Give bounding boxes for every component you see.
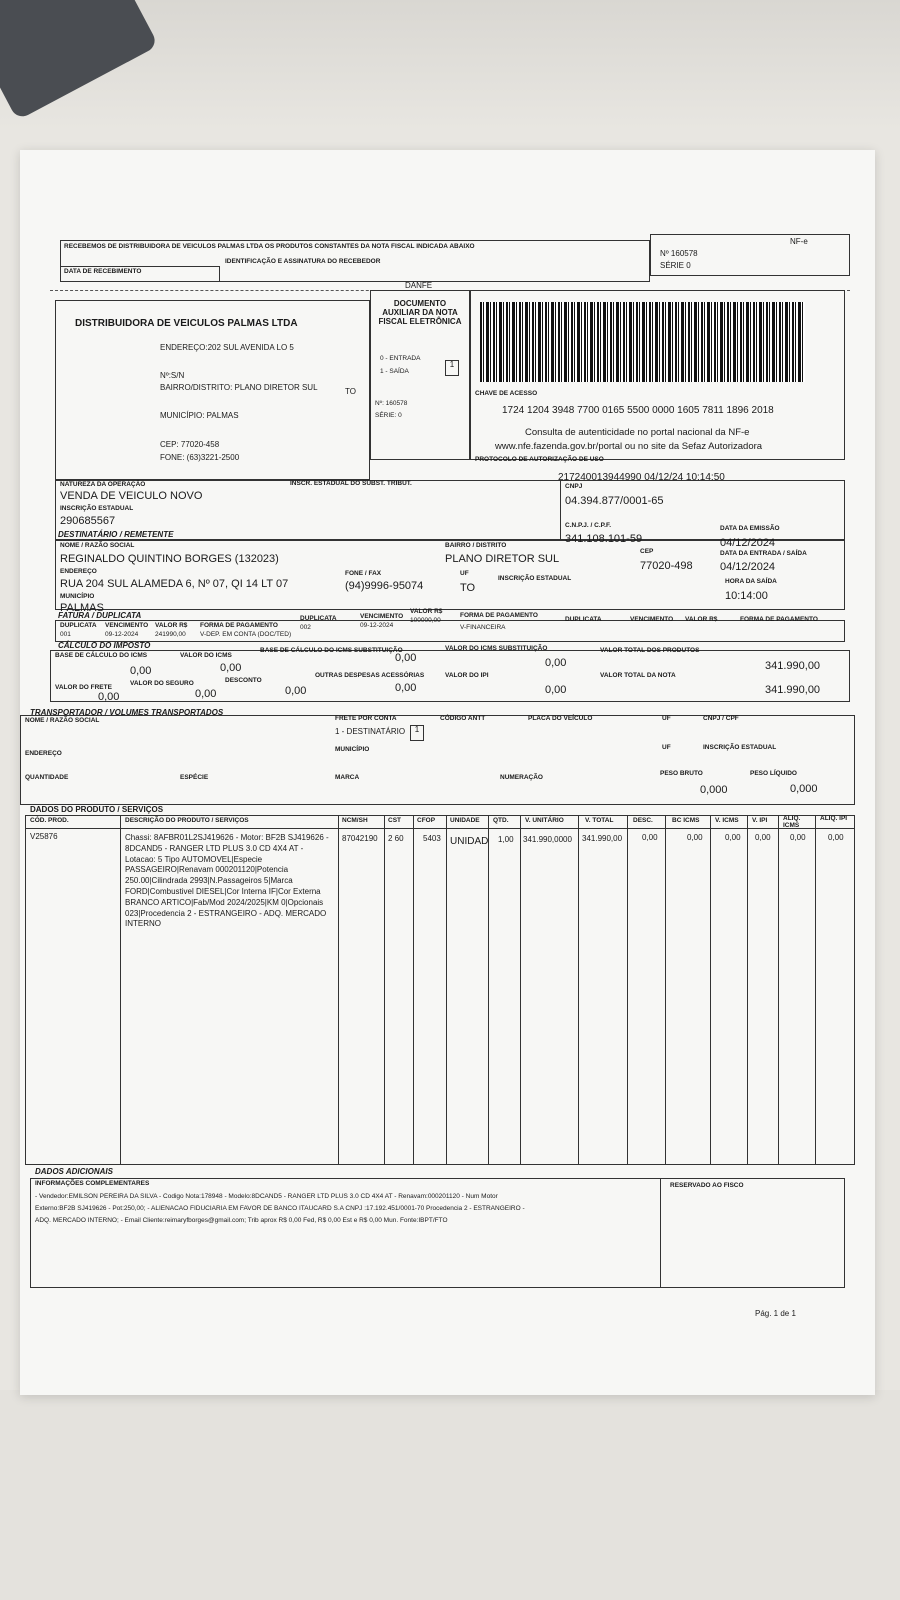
col-unit: UNIDADE <box>450 817 480 824</box>
recipient-uf: TO <box>460 582 476 594</box>
recipient-ie-label: INSCRIÇÃO ESTADUAL <box>498 575 572 582</box>
issuer-number: Nº:S/N <box>160 371 185 380</box>
issuer-address: ENDEREÇO:202 SUL AVENIDA LO 5 <box>160 343 294 352</box>
dup1-value: 241990,00 <box>155 631 186 638</box>
invoice-col-dup: DUPLICATA <box>60 622 97 629</box>
divider <box>560 480 561 540</box>
transport-name-label: NOME / RAZÃO SOCIAL <box>25 717 100 724</box>
col-ncm: NCM/SH <box>342 817 368 824</box>
transport-uf-label: UF <box>662 715 671 722</box>
transport-ie-label: INSCRIÇÃO ESTADUAL <box>703 744 777 751</box>
icms-st-label: VALOR DO ICMS SUBSTITUIÇÃO <box>445 645 548 652</box>
product-unit-value: 341.990,0000 <box>523 835 572 844</box>
invoice-col-forma-3: FORMA DE PAGAMENTO <box>740 616 818 623</box>
recipient-name-label: NOME / RAZÃO SOCIAL <box>60 542 135 549</box>
complementary-line-3: ADQ. MERCADO INTERNO; - Email Cliente:reimaryfborges@gmail.com; Trib aprox R$ 0,00 Fed, R$ 0,00 Est e R$ 0,00 Mun. Fonte:IBPT/FTO <box>35 1217 448 1224</box>
freight-by: 1 - DESTINATÁRIO <box>335 727 406 736</box>
recipient-phone: (94)9996-95074 <box>345 580 424 592</box>
issuer-phone: FONE: (63)3221-2500 <box>160 453 240 462</box>
product-total: 341.990,00 <box>582 834 623 843</box>
recipient-phone-label: FONE / FAX <box>345 570 382 577</box>
danfe-sheet <box>20 150 875 1395</box>
insurance: 0,00 <box>195 688 217 700</box>
ie-subst-label: INSCR. ESTADUAL DO SUBST. TRIBUT. <box>290 480 412 487</box>
discount: 0,00 <box>285 685 307 697</box>
col-divider <box>747 815 748 1165</box>
transport-uf2-label: UF <box>662 744 671 751</box>
receipt-date-label: DATA DE RECEBIMENTO <box>64 268 142 275</box>
total-label: VALOR TOTAL DA NOTA <box>600 672 676 679</box>
recipient-cpf-label: C.N.P.J. / C.P.F. <box>565 522 612 529</box>
col-divider <box>627 815 628 1165</box>
consult-line-2: www.nfe.fazenda.gov.br/portal ou no site da Sefaz Autorizadora <box>495 441 763 452</box>
entry-date: 04/12/2024 <box>720 561 776 573</box>
plate-label: PLACA DO VEÍCULO <box>528 715 593 722</box>
dup2-due: 09-12-2024 <box>360 622 394 629</box>
freight: 0,00 <box>98 691 120 703</box>
fisco-divider <box>660 1178 661 1288</box>
net-weight-label: PESO LÍQUIDO <box>750 770 797 777</box>
species-label: ESPÉCIE <box>180 774 209 781</box>
col-divider <box>778 815 779 1165</box>
base-icms: 0,00 <box>130 665 152 677</box>
products-section: DADOS DO PRODUTO / SERVIÇOS <box>30 805 164 814</box>
recipient-address-label: ENDEREÇO <box>60 568 97 575</box>
additional-section: DADOS ADICIONAIS <box>35 1167 113 1176</box>
col-total: V. TOTAL <box>585 817 614 824</box>
product-ncm: 87042190 <box>342 834 378 843</box>
issuer-cep: CEP: 77020-458 <box>160 440 220 449</box>
col-divider <box>120 815 121 1165</box>
col-unit-value: V. UNITÁRIO <box>525 817 564 824</box>
complementary-info-label: INFORMAÇÕES COMPLEMENTARES <box>35 1180 150 1187</box>
recipient-uf-label: UF <box>460 570 469 577</box>
invoice-section: FATURA / DUPLICATA <box>58 611 142 620</box>
col-divider <box>815 815 816 1165</box>
dup1-payment: V-DEP. EM CONTA (DOC/TED) <box>200 631 292 638</box>
ie-label: INSCRIÇÃO ESTADUAL <box>60 505 134 512</box>
invoice-col-dup-3: DUPLICATA <box>565 616 602 623</box>
antt-label: CÓDIGO ANTT <box>440 715 486 722</box>
transport-section: TRANSPORTADOR / VOLUMES TRANSPORTADOS <box>30 708 224 717</box>
recipient-cep-label: CEP <box>640 548 654 555</box>
access-key-label: CHAVE DE ACESSO <box>475 390 538 397</box>
product-aliq-ipi: 0,00 <box>828 833 844 842</box>
recipient-address: RUA 204 SUL ALAMEDA 6, Nº 07, QI 14 LT 07 <box>60 578 289 590</box>
fisco-label: RESERVADO AO FISCO <box>670 1182 744 1189</box>
insurance-label: VALOR DO SEGURO <box>130 680 194 687</box>
recipient-district: PLANO DIRETOR SUL <box>445 553 560 565</box>
nature-label: NATUREZA DA OPERAÇÃO <box>60 481 146 488</box>
recipient-cpf: 341.108.101-59 <box>565 533 643 545</box>
transport-box <box>20 715 855 805</box>
total-products: 341.990,00 <box>765 660 821 672</box>
net-weight: 0,000 <box>790 783 818 795</box>
numbering-label: NUMERAÇÃO <box>500 774 543 781</box>
product-code: V25876 <box>30 832 58 841</box>
barcode <box>480 302 805 382</box>
receipt-signature-label: IDENTIFICAÇÃO E ASSINATURA DO RECEBEDOR <box>225 258 381 265</box>
freight-code-box: 1 <box>410 725 424 741</box>
discount-label: DESCONTO <box>225 677 262 684</box>
protocol-value: 217240013944990 04/12/24 10:14:50 <box>558 472 725 483</box>
complementary-line-1: - Vendedor:EMILSON PEREIRA DA SILVA - Codigo Nota:178948 - Modelo:8DCAND5 - RANGER LTD PLUS 3.0 CD 4X4 AT - Renavam:000201120 - Num Motor <box>35 1193 498 1200</box>
emission-date: 04/12/2024 <box>720 537 776 549</box>
total-products-label: VALOR TOTAL DOS PRODUTOS <box>600 647 700 654</box>
base-st: 0,00 <box>395 652 417 664</box>
danfe-series: SÉRIE: 0 <box>375 412 402 419</box>
col-divider <box>384 815 385 1165</box>
gross-weight: 0,000 <box>700 784 728 796</box>
col-bc-icms: BC ICMS <box>672 817 700 824</box>
invoice-col-venc-3: VENCIMENTO <box>630 616 674 623</box>
product-aliq-icms: 0,00 <box>790 833 806 842</box>
col-divider <box>338 815 339 1165</box>
freight-label: VALOR DO FRETE <box>55 684 112 691</box>
other-label: OUTRAS DESPESAS ACESSÓRIAS <box>315 672 425 679</box>
nature-value: VENDA DE VEICULO NOVO <box>60 490 203 502</box>
issuer-district: BAIRRO/DISTRITO: PLANO DIRETOR SUL <box>160 383 318 392</box>
dup1-due: 09-12-2024 <box>105 631 139 638</box>
transport-address-label: ENDEREÇO <box>25 750 62 757</box>
col-divider <box>578 815 579 1165</box>
recipient-city-label: MUNICÍPIO <box>60 593 95 600</box>
icms: 0,00 <box>220 662 242 674</box>
col-cst: CST <box>388 817 401 824</box>
access-key: 1724 1204 3948 7700 0165 5500 0000 1605 7811 1896 2018 <box>502 405 774 416</box>
danfe-subtitle: DOCUMENTO AUXILIAR DA NOTA FISCAL ELETRÔNICA <box>378 299 462 326</box>
danfe-saida: 1 - SAÍDA <box>380 368 409 375</box>
receipt-number: Nº 160578 <box>660 249 698 258</box>
issuer-name: DISTRIBUIDORA DE VEICULOS PALMAS LTDA <box>75 318 298 329</box>
dup2-payment: V-FINANCEIRA <box>460 624 506 631</box>
col-aliq-icms: ALIQ. ICMS <box>783 815 801 830</box>
base-st-label: BASE DE CÁLCULO DO ICMS SUBSTITUIÇÃO <box>260 647 403 654</box>
icms-st: 0,00 <box>545 657 567 669</box>
ipi-label: VALOR DO IPI <box>445 672 489 679</box>
col-description: DESCRIÇÃO DO PRODUTO / SERVIÇOS <box>125 817 249 824</box>
recipient-city: PALMAS <box>60 602 104 614</box>
product-cst: 2 60 <box>388 834 404 843</box>
exit-time-label: HORA DA SAÍDA <box>725 578 777 585</box>
product-v-ipi: 0,00 <box>755 833 771 842</box>
icms-label: VALOR DO ICMS <box>180 652 232 659</box>
col-qty: QTD. <box>493 817 509 824</box>
other: 0,00 <box>395 682 417 694</box>
transport-city-label: MUNICÍPIO <box>335 746 370 753</box>
col-v-icms: V. ICMS <box>715 817 739 824</box>
total: 341.990,00 <box>765 684 821 696</box>
receipt-header: RECEBEMOS DE DISTRIBUIDORA DE VEICULOS PALMAS LTDA OS PRODUTOS CONSTANTES DA NOTA FISCAL INDICADA ABAIXO <box>64 243 475 250</box>
complementary-line-2: Externo:BF2B SJ419626 - Pot:250,00; - ALIENACAO FIDUCIARIA EM FAVOR DE BANCO ITAUCARD S.A CNPJ :17.192.451/0001-70 Procedencia 2 - ESTRANGEIRO - <box>35 1205 525 1212</box>
danfe-number: Nº: 160578 <box>375 400 408 407</box>
protocol-label: PROTOCOLO DE AUTORIZAÇÃO DE USO <box>475 456 604 463</box>
product-desc: 0,00 <box>642 833 658 842</box>
col-divider <box>413 815 414 1165</box>
emission-label: DATA DA EMISSÃO <box>720 525 780 532</box>
invoice-col-venc-2: VENCIMENTO <box>360 613 404 620</box>
transport-cnpj-label: CNPJ / CPF <box>703 715 739 722</box>
invoice-col-dup-2: DUPLICATA <box>300 615 337 622</box>
dup1-number: 001 <box>60 631 71 638</box>
product-description: Chassi: 8AFBR01L2SJ419626 - Motor: BF2B SJ419626 - 8DCAND5 - RANGER LTD PLUS 3.0 CD 4X4 AT - Lotacao: 5 Tipo AUTOMOVEL|Especie PASSAGEIRO|Renavam 000201120|Potencia 250.00|Cilindrada 2993|N.Passageiros 5|Marca FORD|Combustivel DIESEL|Cor Interna IF|Cor Externa BRANCO ARTICO|Fab/Mod 2024/2025|KM 0|Opcionais 023|Procedencia 2 - ESTRANGEIRO - ADQ. MERCADO INTERNO <box>125 833 329 929</box>
receipt-series: SÉRIE 0 <box>660 261 691 270</box>
col-aliq-ipi: ALIQ. IPI <box>820 815 848 822</box>
product-qty: 1,00 <box>498 835 514 844</box>
dup2-value: 100000,00 <box>410 617 441 624</box>
invoice-col-forma-2: FORMA DE PAGAMENTO <box>460 612 538 619</box>
issuer-state: TO <box>345 387 356 396</box>
col-cfop: CFOP <box>417 817 436 824</box>
background-bottom <box>0 1390 900 1600</box>
base-icms-label: BASE DE CÁLCULO DO ICMS <box>55 652 148 659</box>
product-cfop: 5403 <box>423 834 441 843</box>
col-code: CÓD. PROD. <box>30 817 69 824</box>
col-divider <box>446 815 447 1165</box>
product-unit: UNIDAD <box>450 836 489 847</box>
recipient-cep: 77020-498 <box>640 560 693 572</box>
exit-time: 10:14:00 <box>725 590 768 602</box>
dup2-number: 002 <box>300 624 311 631</box>
invoice-col-forma: FORMA DE PAGAMENTO <box>200 622 278 629</box>
product-v-icms: 0,00 <box>725 833 741 842</box>
invoice-col-valor: VALOR R$ <box>155 622 188 629</box>
danfe-title: DANFE <box>405 281 433 290</box>
recipient-name: REGINALDO QUINTINO BORGES (132023) <box>60 553 279 565</box>
tax-section: CÁLCULO DO IMPOSTO <box>58 641 151 650</box>
issuer-city: MUNICÍPIO: PALMAS <box>160 411 239 420</box>
col-divider <box>710 815 711 1165</box>
recipient-section: DESTINATÁRIO / REMETENTE <box>58 530 174 539</box>
gross-weight-label: PESO BRUTO <box>660 770 703 777</box>
qty-label: QUANTIDADE <box>25 774 69 781</box>
product-bc-icms: 0,00 <box>687 833 703 842</box>
col-divider <box>520 815 521 1165</box>
invoice-col-valor-3: VALOR R$ <box>685 616 718 623</box>
entry-label: DATA DA ENTRADA / SAÍDA <box>720 550 807 557</box>
danfe-entrada: 0 - ENTRADA <box>380 355 421 362</box>
page-number: Pág. 1 de 1 <box>755 1309 796 1318</box>
danfe-type-box: 1 <box>445 360 459 376</box>
ie-value: 290685567 <box>60 515 116 527</box>
invoice-col-venc: VENCIMENTO <box>105 622 149 629</box>
recipient-district-label: BAIRRO / DISTRITO <box>445 542 507 549</box>
freight-by-label: FRETE POR CONTA <box>335 715 397 722</box>
cnpj-label: CNPJ <box>565 483 583 490</box>
header-divider <box>25 828 855 829</box>
ipi: 0,00 <box>545 684 567 696</box>
col-divider <box>665 815 666 1165</box>
consult-line-1: Consulta de autenticidade no portal nacional da NF-e <box>525 427 750 438</box>
receipt-nfe-title: NF-e <box>790 237 808 246</box>
cnpj-value: 04.394.877/0001-65 <box>565 495 664 507</box>
brand-label: MARCA <box>335 774 360 781</box>
col-divider <box>488 815 489 1165</box>
col-v-ipi: V. IPI <box>752 817 768 824</box>
invoice-col-valor-2: VALOR R$ <box>410 608 443 615</box>
col-desc: DESC. <box>633 817 653 824</box>
